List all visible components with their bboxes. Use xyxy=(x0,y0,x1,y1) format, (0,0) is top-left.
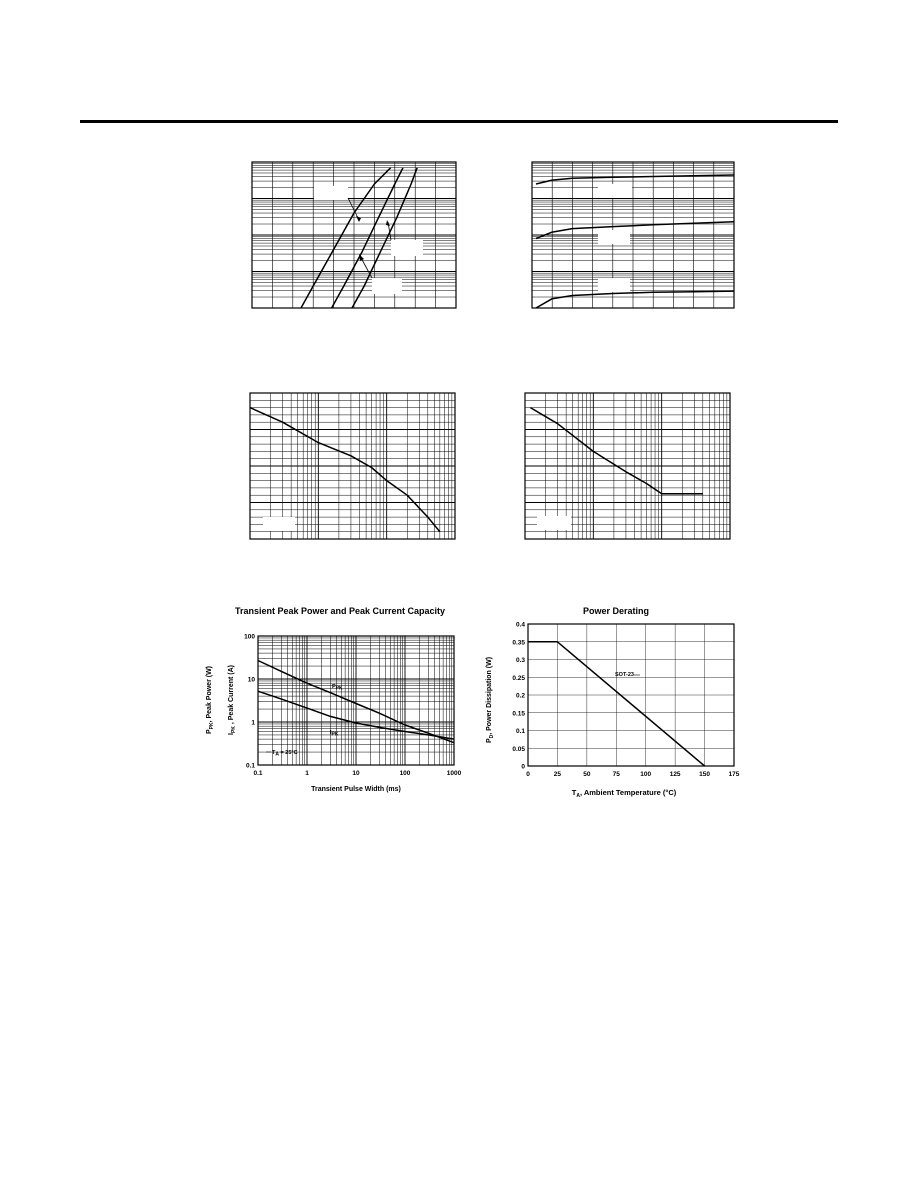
y-tick-labels xyxy=(512,622,525,771)
x-tick-label: 10 xyxy=(352,770,360,777)
x-tick-label: 150 xyxy=(699,771,711,778)
series-lines xyxy=(536,175,734,308)
series-label-ppk: PPK xyxy=(332,684,343,692)
y-tick-label: 0.1 xyxy=(245,762,255,770)
y-tick-label: 0.05 xyxy=(512,745,525,753)
y-tick-label: 0.15 xyxy=(512,710,525,718)
x-tick-label: 100 xyxy=(640,771,652,778)
y-tick-label: 0 xyxy=(521,763,525,771)
y-tick-label: 1 xyxy=(251,719,255,727)
series-line-3 xyxy=(536,291,734,308)
x-axis-label: Transient Pulse Width (ms) xyxy=(311,786,401,793)
label-box xyxy=(314,186,348,200)
x-tick-label: 100 xyxy=(399,770,411,777)
label-box xyxy=(263,517,295,531)
series-line-2 xyxy=(536,222,734,239)
x-tick-label: 0 xyxy=(526,771,530,778)
label-box xyxy=(537,516,571,530)
x-tick-label: 25 xyxy=(553,771,562,778)
y-tick-label: 0.35 xyxy=(512,639,525,647)
y-tick-label: 0.2 xyxy=(515,692,525,700)
y-tick-label: 100 xyxy=(244,633,255,641)
label-box xyxy=(598,184,632,198)
chart-c xyxy=(250,393,460,543)
y-tick-label: 0.1 xyxy=(515,728,525,735)
header-rule xyxy=(80,120,838,123)
x-axis-label: $T_A$, Ambient Temperature (°C) xyxy=(571,788,677,799)
chart-transient xyxy=(200,600,480,800)
x-tick-label: 0.1 xyxy=(253,770,263,777)
x-tick-label: 1000 xyxy=(446,770,462,777)
x-tick-labels xyxy=(253,770,461,777)
series-line-1 xyxy=(250,408,440,532)
label-box xyxy=(598,278,630,292)
y-axis-label: $P_{PK}$, Peak Power (W) xyxy=(206,665,215,735)
series-label-sot23: SOT-23 xyxy=(615,672,634,678)
chart-derating xyxy=(478,600,748,805)
y-tick-label: 0.4 xyxy=(515,621,525,629)
chart-a xyxy=(252,162,462,312)
leader-arrowhead xyxy=(386,220,390,226)
grid xyxy=(252,162,456,308)
y-tick-label: 0.25 xyxy=(512,674,525,682)
y-axis-label-secondary: $I_{PK}$ , Peak Current (A) xyxy=(228,665,237,735)
leader-arrowhead xyxy=(359,254,364,261)
x-tick-label: 50 xyxy=(583,771,591,778)
x-tick-label: 75 xyxy=(612,771,620,778)
series-label-ipk: IPK xyxy=(330,730,339,738)
chart-b xyxy=(532,162,738,312)
y-tick-label: 10 xyxy=(247,676,255,684)
annotation-temperature: TA = 25°C xyxy=(272,750,298,758)
x-tick-labels xyxy=(526,771,740,778)
label-box xyxy=(372,278,402,294)
label-box xyxy=(391,240,423,256)
x-tick-label: 1 xyxy=(305,770,309,777)
leader-arrowhead xyxy=(356,216,361,222)
x-tick-label: 175 xyxy=(728,771,740,778)
grid xyxy=(528,624,734,766)
label-box xyxy=(598,230,630,244)
chart-d xyxy=(525,393,735,543)
y-tick-labels xyxy=(244,634,255,770)
chart-title: Transient Peak Power and Peak Current Capacity xyxy=(234,606,446,616)
y-tick-label: 0.3 xyxy=(515,657,525,664)
y-axis-label: $P_D$, Power Dissipation (W) xyxy=(486,656,495,744)
chart-title: Power Derating xyxy=(582,606,650,616)
series-lines xyxy=(250,408,440,532)
x-tick-label: 125 xyxy=(669,771,681,778)
grid xyxy=(532,162,734,308)
